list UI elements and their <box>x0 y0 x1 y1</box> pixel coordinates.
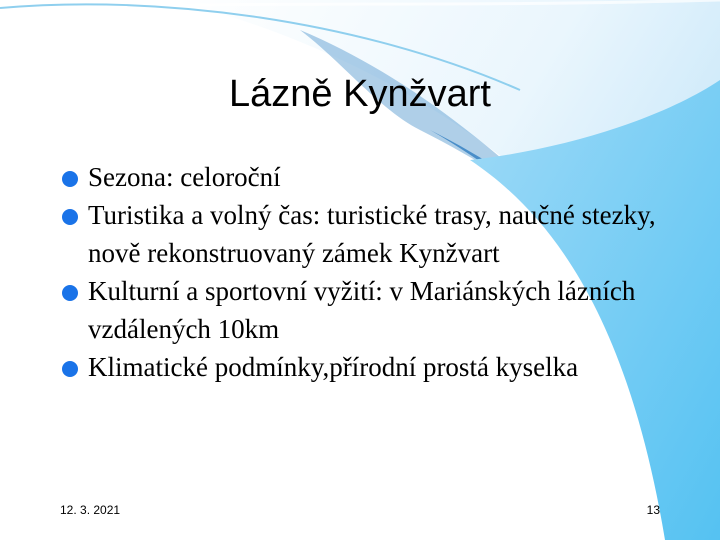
bullet-dot-icon <box>62 285 78 301</box>
bullet-item <box>60 348 660 386</box>
bullet-dot-icon <box>62 361 78 377</box>
bullet-text: Turistika a volný čas: turistické trasy, naučné stezky, nově rekonstruovaný zámek Kynžvart <box>88 200 656 268</box>
bullet-text: Sezona: celoroční <box>88 162 281 192</box>
bullet-item <box>60 272 660 348</box>
bullet-item <box>60 196 660 272</box>
bullet-item <box>60 158 660 196</box>
bullet-dot-icon <box>62 209 78 225</box>
bullet-list <box>60 158 660 386</box>
bullet-text: Kulturní a sportovní vyžití: v Mariánských lázních vzdálených 10km <box>88 276 636 344</box>
bullet-text: Klimatické podmínky,přírodní prostá kyselka <box>88 352 579 382</box>
bullet-dot-icon <box>62 171 78 187</box>
footer-date: 12. 3. 2021 <box>60 503 121 517</box>
page-number: 13 <box>646 503 660 517</box>
slide-title: Lázně Kynžvart <box>229 73 491 115</box>
